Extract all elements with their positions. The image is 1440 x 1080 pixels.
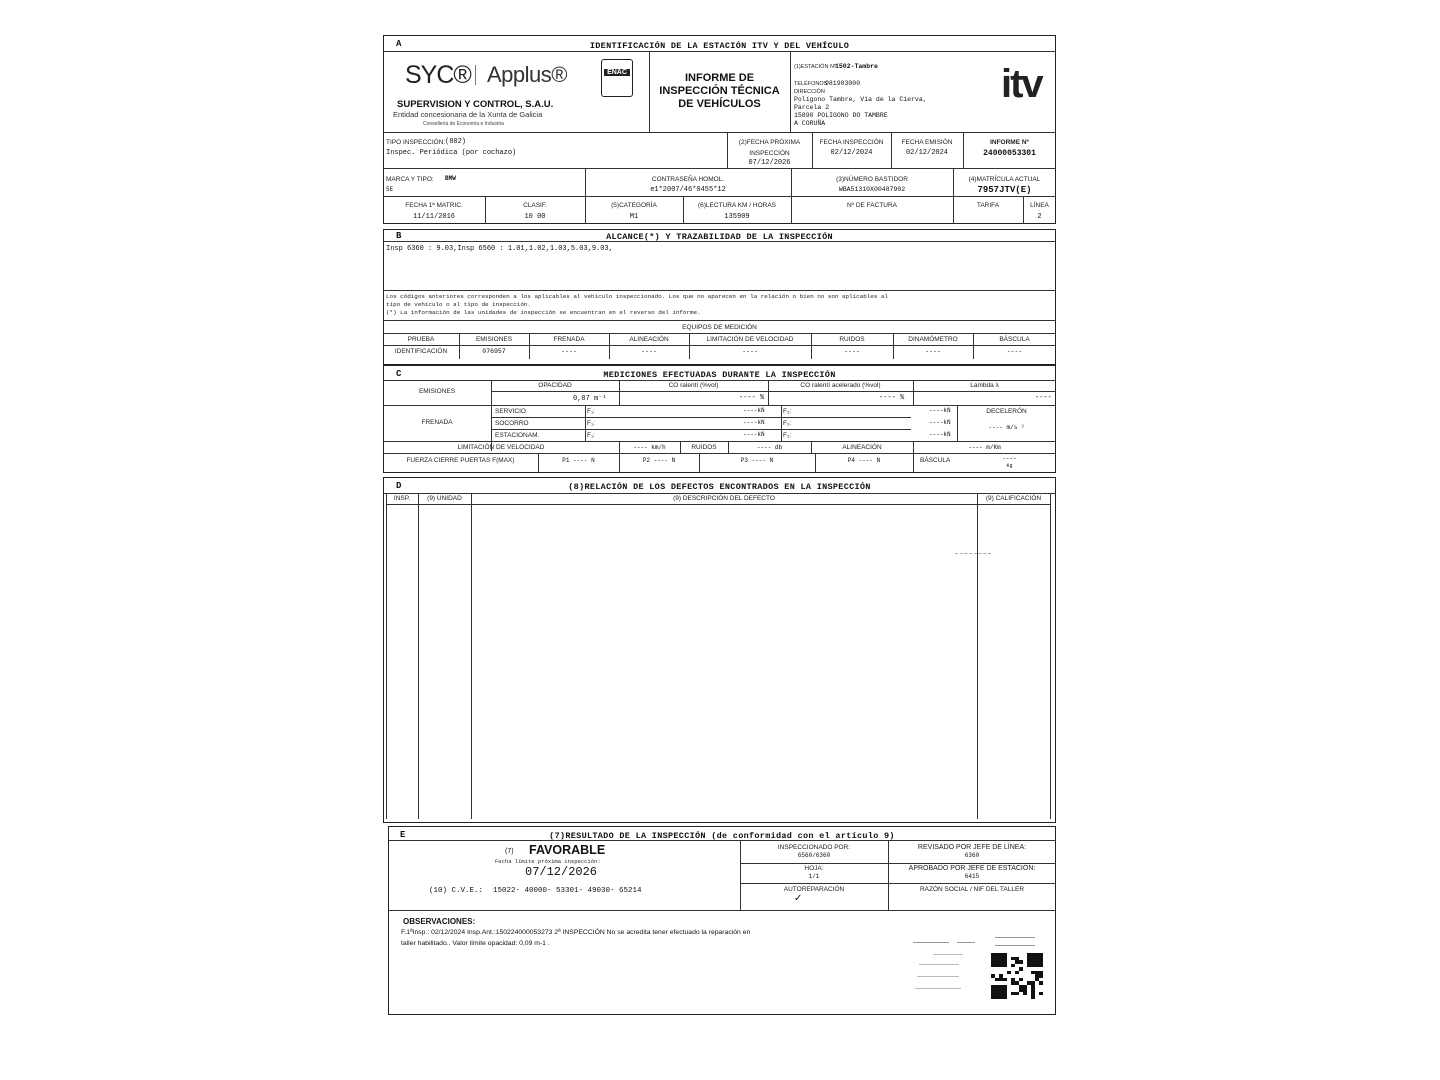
stamp-lines — [995, 933, 1040, 953]
factura-label: Nº DE FACTURA — [846, 202, 898, 209]
fecha-emision-value: 02/12/2024 — [905, 149, 948, 157]
bascula-unit: Kg — [1006, 463, 1013, 469]
equipos-cell-0: IDENTIFICACIÓN — [394, 348, 448, 355]
inspeccionado-value: 6560/6360 — [797, 852, 831, 859]
equipos-header-1: EMISIONES — [475, 336, 513, 343]
p4-value: P4 ---- N — [847, 457, 881, 464]
hoja-value: 1/1 — [808, 873, 820, 880]
equipos-title: EQUIPOS DE MEDICIÓN — [682, 324, 757, 331]
section-b-letter: B — [396, 231, 402, 241]
ruidos-value: ---- db — [756, 444, 783, 451]
qr-module — [1039, 974, 1043, 978]
report-title-line-3: DE VEHÍCULOS — [678, 98, 761, 110]
fecha-matric-value: 11/11/2016 — [412, 213, 455, 221]
alineacion-label: ALINEACIÓN — [842, 444, 882, 451]
hoja-label: HOJA: — [804, 865, 824, 872]
qr-module — [1039, 964, 1043, 968]
company-subtitle-2: Consellería de Economía e Industria — [423, 121, 504, 127]
syc-logo: SYC® — [405, 61, 471, 89]
deceleron-label: DECELERÓN — [986, 408, 1027, 415]
f1-estacionam-value: ----kN — [743, 431, 765, 438]
marca-value-2: 5E — [386, 186, 394, 193]
tarifa-label: TARIFA — [976, 202, 1000, 209]
equipos-header-6: DINAMÓMETRO — [908, 336, 958, 343]
scan-artifact — [955, 553, 991, 555]
fecha-proxima-label-2: INSPECCIÓN — [749, 150, 790, 157]
servicio-label: SERVICIO — [495, 408, 526, 415]
qr-module — [1023, 992, 1027, 996]
qr-module — [1007, 971, 1011, 975]
section-e-title: (7)RESULTADO DE LA INSPECCIÓN (de conformidad con el artículo 9) — [549, 831, 895, 841]
f2-servicio-label: F₂: — [783, 408, 792, 415]
scope-note-2: tipo de vehículo o al tipo de inspección. — [386, 301, 531, 308]
observaciones-line-2: taller habilitado.. Valor límite opacidad: 0,09 m-1 . — [401, 940, 550, 947]
limitacion-velocidad-value: ---- km/h — [633, 444, 666, 451]
report-title-line-1: INFORME DE — [684, 72, 755, 84]
fecha-matric-label: FECHA 1ª MATRIC. — [405, 202, 463, 209]
address-label: DIRECCIÓN — [794, 89, 825, 95]
f2-servicio-value: ----kN — [929, 407, 951, 414]
co-value: ---- % — [739, 394, 765, 402]
f2-estacionam-value: ----kN — [929, 431, 951, 438]
address-line-2: Parcela 2 — [794, 104, 830, 111]
observaciones-line-1: F.1ªInsp.: 02/12/2024 Insp.Ant.:150224000053273 2ª INSPECCIÓN No se acredita tener efectuado la reparación en — [401, 929, 751, 936]
limitacion-velocidad-label: LIMITACIÓN DE VELOCIDAD — [457, 444, 545, 451]
f1-servicio-value: ----kN — [743, 407, 765, 414]
lectura-label: (6)LECTURA KM / HORAS — [697, 202, 776, 209]
tipo-inspeccion-code: (802) — [445, 138, 467, 146]
f2-socorro-value: ----kN — [929, 419, 951, 426]
bascula-value: ---- — [1002, 455, 1017, 462]
f2-estacionam-label: F₂: — [783, 432, 792, 439]
frenada-label: FRENADA — [421, 419, 453, 426]
informe-number-label: INFORME Nº — [990, 139, 1029, 146]
bastidor-value: WBA51310X00487902 — [838, 186, 906, 193]
revisado-value: 6360 — [964, 852, 980, 859]
f1-socorro-value: ----kN — [743, 419, 765, 426]
defects-col-calificacion: (9) CALIFICACIÓN — [985, 495, 1042, 502]
estacionamiento-label: ESTACIONAM. — [495, 432, 540, 439]
co-acelerado-label: CO ralentí acelerado (%vol) — [800, 382, 881, 389]
fecha-limite-value: 07/12/2026 — [525, 865, 598, 879]
cve-value: 15022- 40000- 53301- 49030- 65214 — [493, 887, 642, 895]
address-line-3: 15890 POLIGONO DO TAMBRE — [794, 112, 888, 119]
equipos-cell-2: ---- — [561, 348, 577, 355]
fecha-inspeccion-value: 02/12/2024 — [830, 149, 873, 157]
equipos-cell-6: ---- — [925, 348, 941, 355]
signature-lines — [913, 940, 993, 990]
matricula-label: (4)MATRÍCULA ACTUAL — [968, 176, 1041, 183]
equipos-header-3: ALINEACIÓN — [629, 336, 669, 343]
qr-module — [1019, 978, 1023, 982]
fuerza-puertas-label: FUERZA CIERRE PUERTAS F(MAX) — [406, 457, 515, 464]
categoria-value: M1 — [629, 213, 639, 221]
p1-value: P1 ---- N — [562, 457, 595, 464]
section-d-letter: D — [396, 481, 402, 491]
equipos-header-4: LIMITACIÓN DE VELOCIDAD — [706, 336, 794, 343]
logo-divider — [475, 65, 476, 85]
section-a-title: IDENTIFICACIÓN DE LA ESTACIÓN ITV Y DEL VEHÍCULO — [589, 41, 850, 51]
enac-logo — [601, 59, 633, 97]
report-title-line-2: INSPECCIÓN TÉCNICA — [659, 85, 780, 97]
linea-label: LÍNEA — [1030, 202, 1049, 209]
revisado-label: REVISADO POR JEFE DE LÍNEA: — [917, 844, 1027, 851]
qr-module — [1015, 992, 1019, 996]
fecha-limite-label: Fecha límite próxima inspección: — [495, 858, 601, 865]
cve-label: (10) C.V.E.: — [429, 887, 484, 895]
aprobado-label: APROBADO POR JEFE DE ESTACIÓN: — [908, 865, 1036, 872]
section-a-letter: A — [396, 39, 402, 49]
marca-label: MARCA Y TIPO: — [386, 176, 434, 183]
tipo-inspeccion-value: Inspec. Periódica (por cochazo) — [386, 149, 517, 157]
section-d-title: (8)RELACIÓN DE LOS DEFECTOS ENCONTRADOS EN LA INSPECCIÓN — [568, 482, 871, 492]
ruidos-label: RUIDOS — [691, 444, 717, 451]
emisiones-label: EMISIONES — [418, 388, 456, 395]
section-c-title: MEDICIONES EFECTUADAS DURANTE LA INSPECCIÓN — [603, 370, 836, 380]
marca-value: BMW — [445, 175, 456, 182]
qr-module — [1003, 978, 1007, 982]
equipos-header-5: RUIDOS — [839, 336, 865, 343]
clasif-label: CLASIF. — [523, 202, 547, 209]
qr-module — [1019, 960, 1023, 964]
section-d — [383, 477, 1056, 823]
bascula-label: BÁSCULA — [920, 457, 951, 464]
result-number: (7) — [505, 848, 514, 855]
lambda-label: Lambda λ — [970, 382, 999, 389]
qr-code — [991, 953, 1043, 999]
inspeccionado-label: INSPECCIONADO POR: — [777, 844, 851, 851]
co-label: CO ralentí (%vol) — [668, 382, 719, 389]
defects-col-unidad: (9) UNIDAD — [427, 495, 462, 502]
qr-module — [1039, 981, 1043, 985]
fecha-proxima-label-1: (2)FECHA PRÓXIMA — [738, 139, 801, 146]
address-line-1: Polígono Tambre, Vía de la Cierva, — [794, 96, 927, 103]
phone-label: TELÉFONOS — [794, 81, 828, 87]
section-c-letter: C — [396, 369, 402, 379]
autoreparacion-label: AUTOREPARACIÓN — [783, 886, 845, 893]
qr-module — [1019, 967, 1023, 971]
qr-module — [1015, 971, 1019, 975]
lectura-value: 135909 — [724, 213, 750, 221]
observaciones-label: OBSERVACIONES: — [403, 917, 476, 926]
razon-social-label: RAZÓN SOCIAL / NIF DEL TALLER — [919, 886, 1025, 893]
equipos-cell-7: ---- — [1006, 348, 1023, 355]
defects-col-insp: INSP. — [393, 495, 411, 502]
tipo-inspeccion-label: TIPO INSPECCIÓN: — [386, 139, 446, 146]
contrasena-value: e1*2007/46*0455*12 — [650, 186, 726, 194]
scope-note-3: (*) La información de las unidades de inspección se encuentran en el reverso del informe. — [386, 309, 701, 316]
qr-module — [1011, 964, 1015, 968]
result-value: FAVORABLE — [529, 843, 606, 857]
equipos-header-2: FRENADA — [553, 336, 585, 343]
station-label: (1)ESTACIÓN Nº — [794, 64, 836, 70]
equipos-cell-1: 076957 — [482, 348, 506, 355]
equipos-header-0: PRUEBA — [407, 336, 435, 343]
clasif-value: 10 00 — [524, 213, 546, 221]
equipos-cell-3: ---- — [641, 348, 657, 355]
p3-value: P3 ---- N — [740, 457, 774, 464]
qr-module — [1003, 995, 1007, 999]
lambda-value: ---- — [1035, 394, 1052, 402]
section-b-title: ALCANCE(*) Y TRAZABILIDAD DE LA INSPECCIÓN — [606, 232, 833, 242]
fecha-emision-label: FECHA EMISIÓN — [901, 139, 953, 146]
alineacion-value: ---- m/Km — [968, 444, 1001, 451]
inspection-report-sheet — [383, 35, 1056, 1015]
aprobado-value: 6415 — [964, 873, 980, 880]
scope-text: Insp 6360 : 9.03,Insp 6560 : 1.01,1.02,1.03,5.03,9.03, — [386, 245, 613, 253]
company-name: SUPERVISION Y CONTROL, S.A.U. — [397, 99, 554, 110]
applus-logo: Applus® — [487, 62, 567, 87]
socorro-label: SOCORRO — [495, 420, 529, 427]
autoreparacion-checkmark: ✓ — [794, 893, 803, 904]
equipos-header-7: BÁSCULA — [999, 336, 1030, 343]
scope-note-1: Los códigos anteriores corresponden a los aplicables al vehículo inspeccionado. Los que no aparecen en la relación o bien no son aplicables al — [386, 293, 888, 300]
equipos-cell-5: ---- — [844, 348, 860, 355]
f2-socorro-label: F₂: — [783, 420, 792, 427]
qr-module — [1039, 992, 1043, 996]
bastidor-label: (3)NÚMERO BASTIDOR — [836, 176, 908, 183]
categoria-label: (5)CATEGORÍA — [611, 202, 657, 209]
f1-socorro-label: F₁: — [587, 420, 595, 427]
company-subtitle: Entidad concesionaria de la Xunta de Galicia — [393, 110, 543, 119]
qr-module — [1031, 995, 1035, 999]
p2-value: P2 ---- N — [642, 457, 676, 464]
equipos-cell-4: ---- — [742, 348, 758, 355]
section-e-letter: E — [400, 830, 406, 840]
enac-text: ENAC — [604, 69, 630, 76]
fecha-inspeccion-label: FECHA INSPECCIÓN — [819, 139, 884, 146]
opacidad-value: 0,07 m⁻¹ — [573, 395, 607, 403]
f1-estacionam-label: F₁: — [587, 432, 595, 439]
matricula-value: 7957JTV(E) — [977, 185, 1032, 195]
address-line-4: A CORUÑA — [794, 120, 826, 127]
defects-col-descripcion: (9) DESCRIPCIÓN DEL DEFECTO — [673, 495, 775, 502]
qr-module — [1003, 964, 1007, 968]
station-value: 1502-Tambre — [835, 63, 878, 70]
co-acelerado-value: ---- % — [879, 394, 905, 402]
itv-logo: itv — [1001, 62, 1042, 106]
contrasena-label: CONTRASEÑA HOMOL. — [651, 176, 725, 183]
linea-value: 2 — [1037, 213, 1042, 221]
deceleron-value: ---- m/s ² — [988, 424, 1025, 431]
informe-number-value: 24000053301 — [983, 149, 1036, 158]
f1-servicio-label: F₁: — [587, 408, 595, 415]
phone-value: 981903000 — [825, 80, 861, 87]
opacidad-label: OPACIDAD — [538, 382, 572, 389]
fecha-proxima-value: 07/12/2026 — [748, 159, 791, 167]
